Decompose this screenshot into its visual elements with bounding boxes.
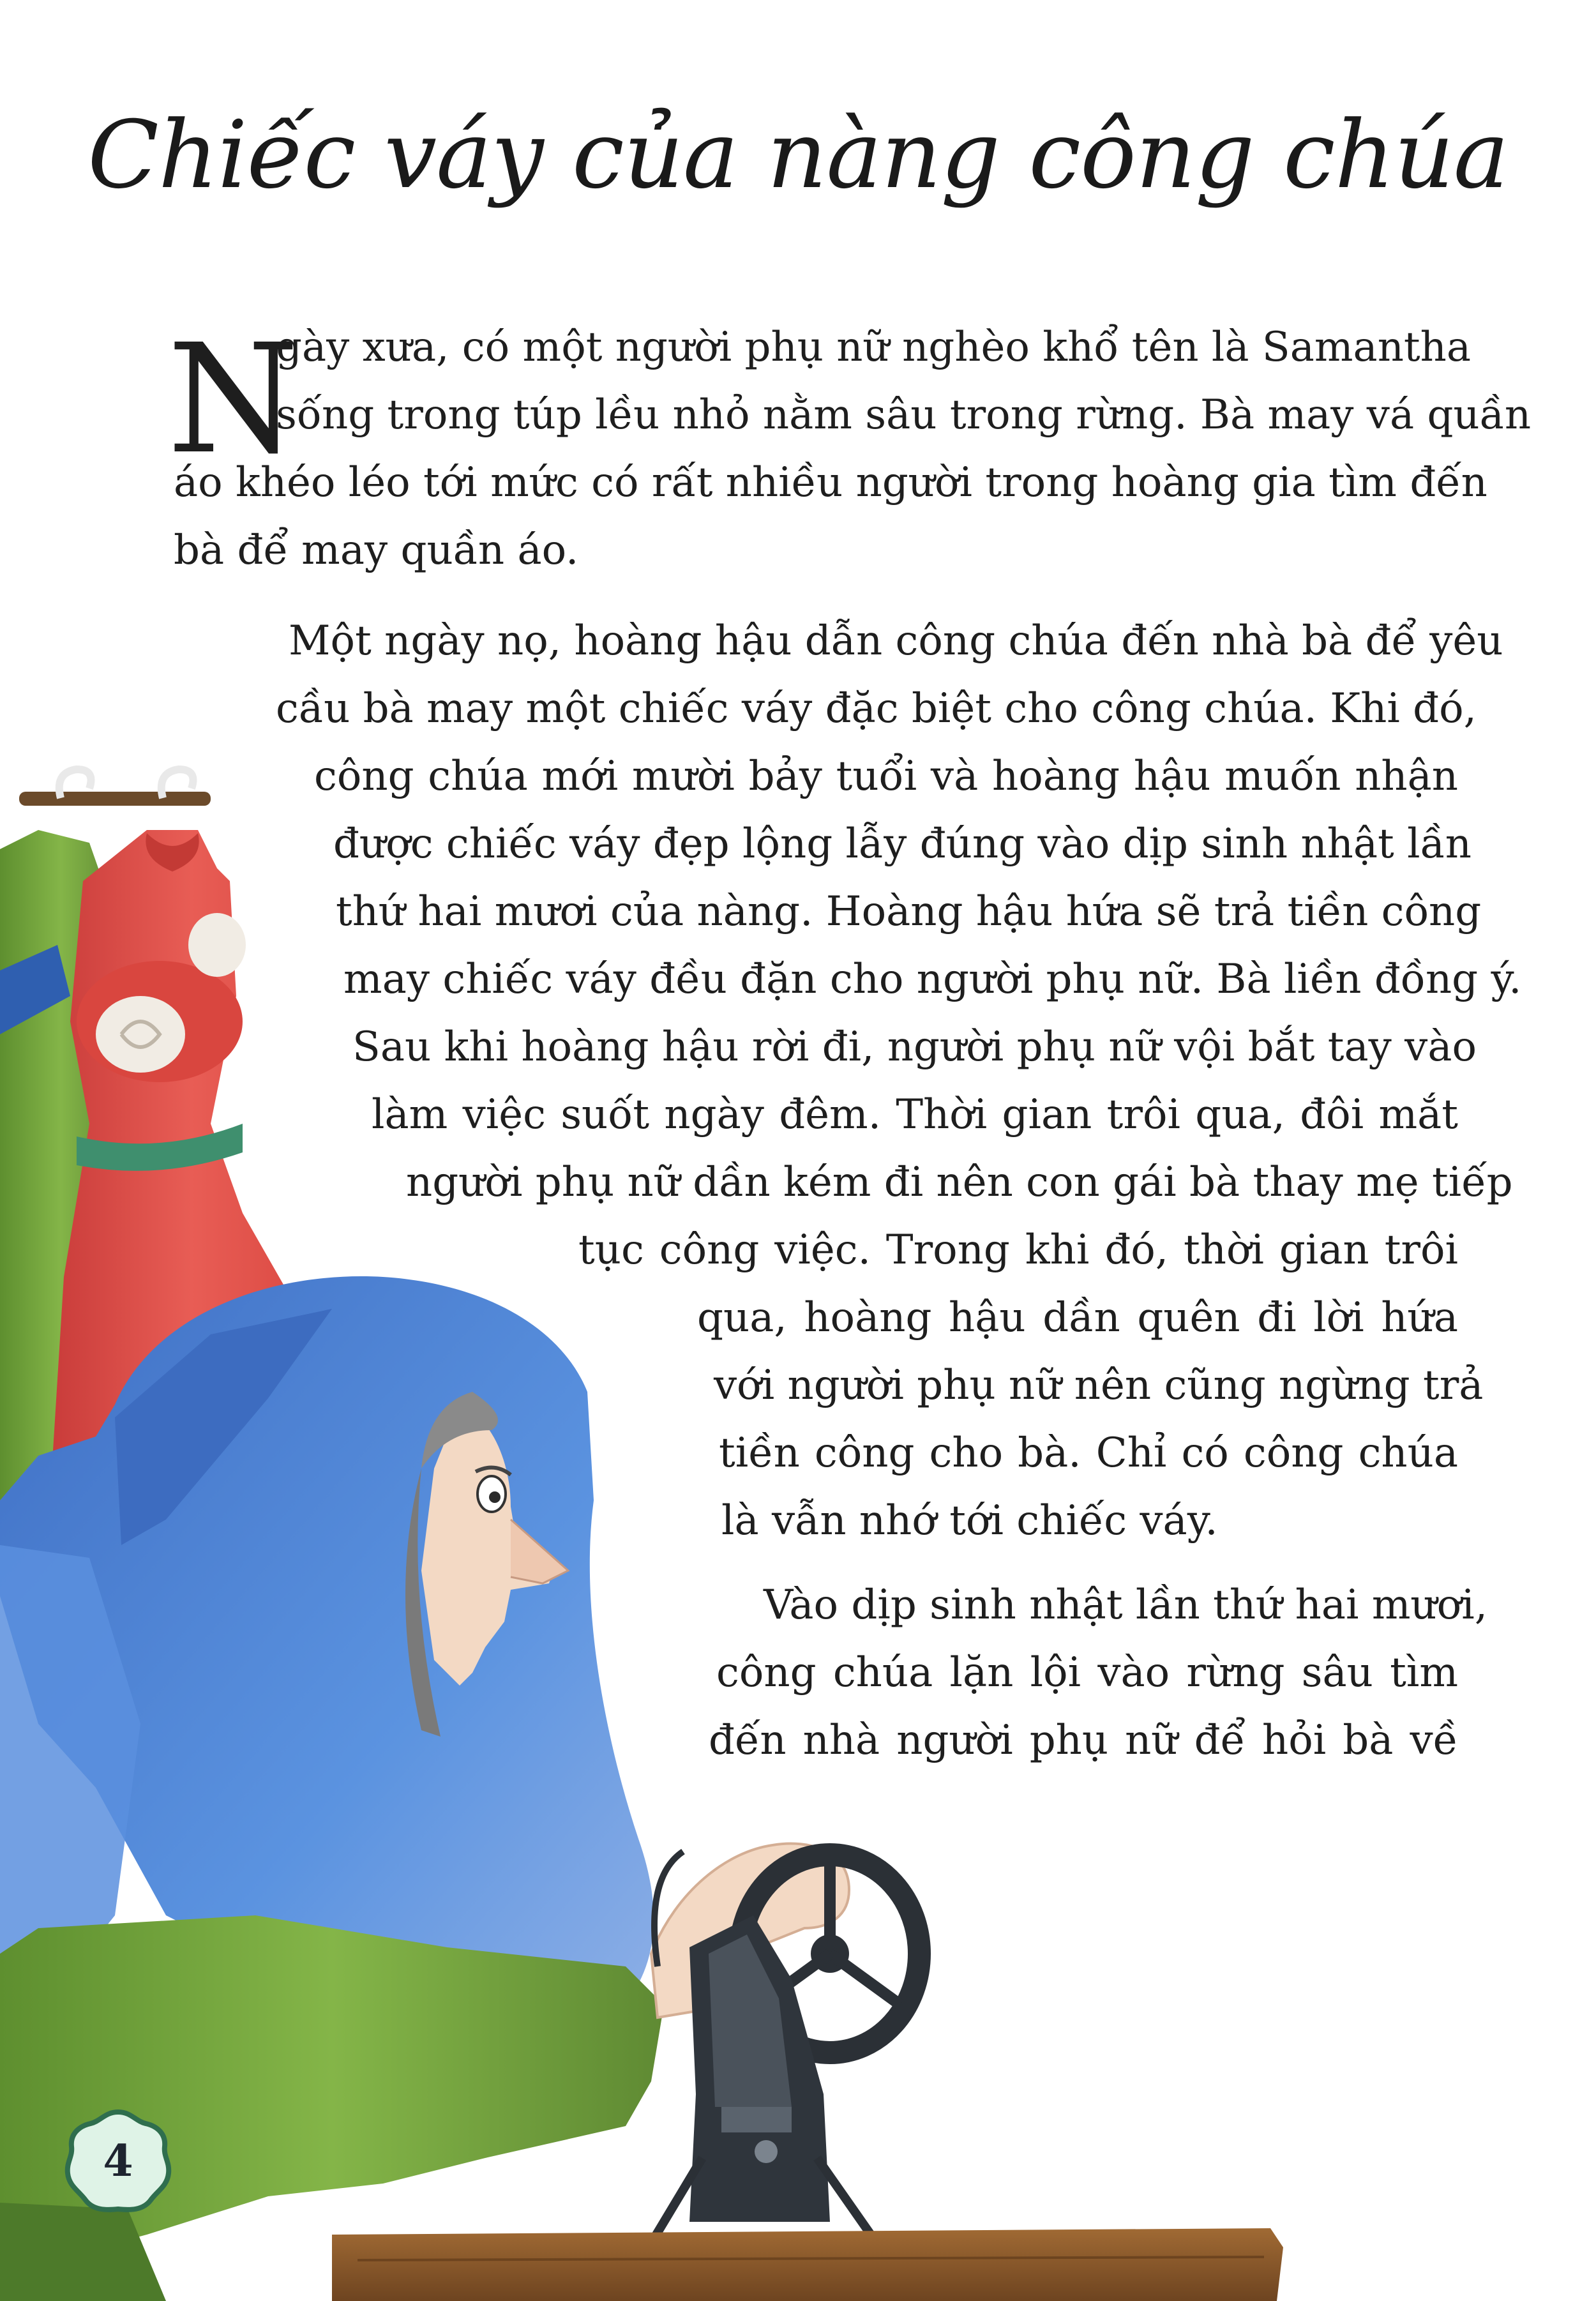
hanger-rod [19,792,211,806]
text-line: công chúa lặn lội vào rừng sâu tìm [716,1649,1458,1696]
text-line: công chúa mới mười bảy tuổi và hoàng hậu muốn nhận [314,753,1458,800]
text-line: áo khéo léo tới mức có rất nhiều người trong hoàng gia tìm đến [174,459,1487,506]
text-line: cầu bà may một chiếc váy đặc biệt cho công chúa. Khi đó, [276,685,1477,732]
text-line: làm việc suốt ngày đêm. Thời gian trôi qua, đôi mắt [372,1091,1458,1138]
text-line: Vào dịp sinh nhật lần thứ hai mươi, [764,1581,1488,1629]
text-line: may chiếc váy đều đặn cho người phụ nữ. Bà liền đồng ý. [343,956,1522,1003]
text-line: người phụ nữ dần kém đi nên con gái bà thay mẹ tiếp [406,1159,1513,1206]
text-line: gày xưa, có một người phụ nữ nghèo khổ tên là Samantha [276,324,1471,371]
text-line: được chiếc váy đẹp lộng lẫy đúng vào dịp sinh nhật lần [333,820,1472,868]
text-line: Sau khi hoàng hậu rời đi, người phụ nữ vội bắt tay vào [352,1023,1477,1071]
text-line: qua, hoàng hậu dần quên đi lời hứa [697,1294,1458,1341]
text-line: thứ hai mươi của nàng. Hoàng hậu hứa sẽ trả tiền công [336,888,1482,935]
text-line: tiền công cho bà. Chỉ có công chúa [719,1430,1458,1477]
text-line: bà để may quần áo. [174,527,579,574]
text-line: Một ngày nọ, hoàng hậu dẫn công chúa đến nhà bà để yêu [289,617,1503,665]
drop-cap: N [167,312,299,487]
page-title: Chiếc váy của nàng công chúa [87,101,1509,209]
text-line: đến nhà người phụ nữ để hỏi bà về [709,1717,1458,1764]
wooden-table [332,2228,1283,2301]
text-line: tục công việc. Trong khi đó, thời gian trôi [578,1226,1458,1274]
page-number: 4 [103,2136,133,2187]
text-line: sống trong túp lều nhỏ nằm sâu trong rừng. Bà may vá quần [276,391,1532,439]
text-line: là vẫn nhớ tới chiếc váy. [721,1497,1218,1544]
text-line: với người phụ nữ nên cũng ngừng trả [714,1362,1484,1409]
